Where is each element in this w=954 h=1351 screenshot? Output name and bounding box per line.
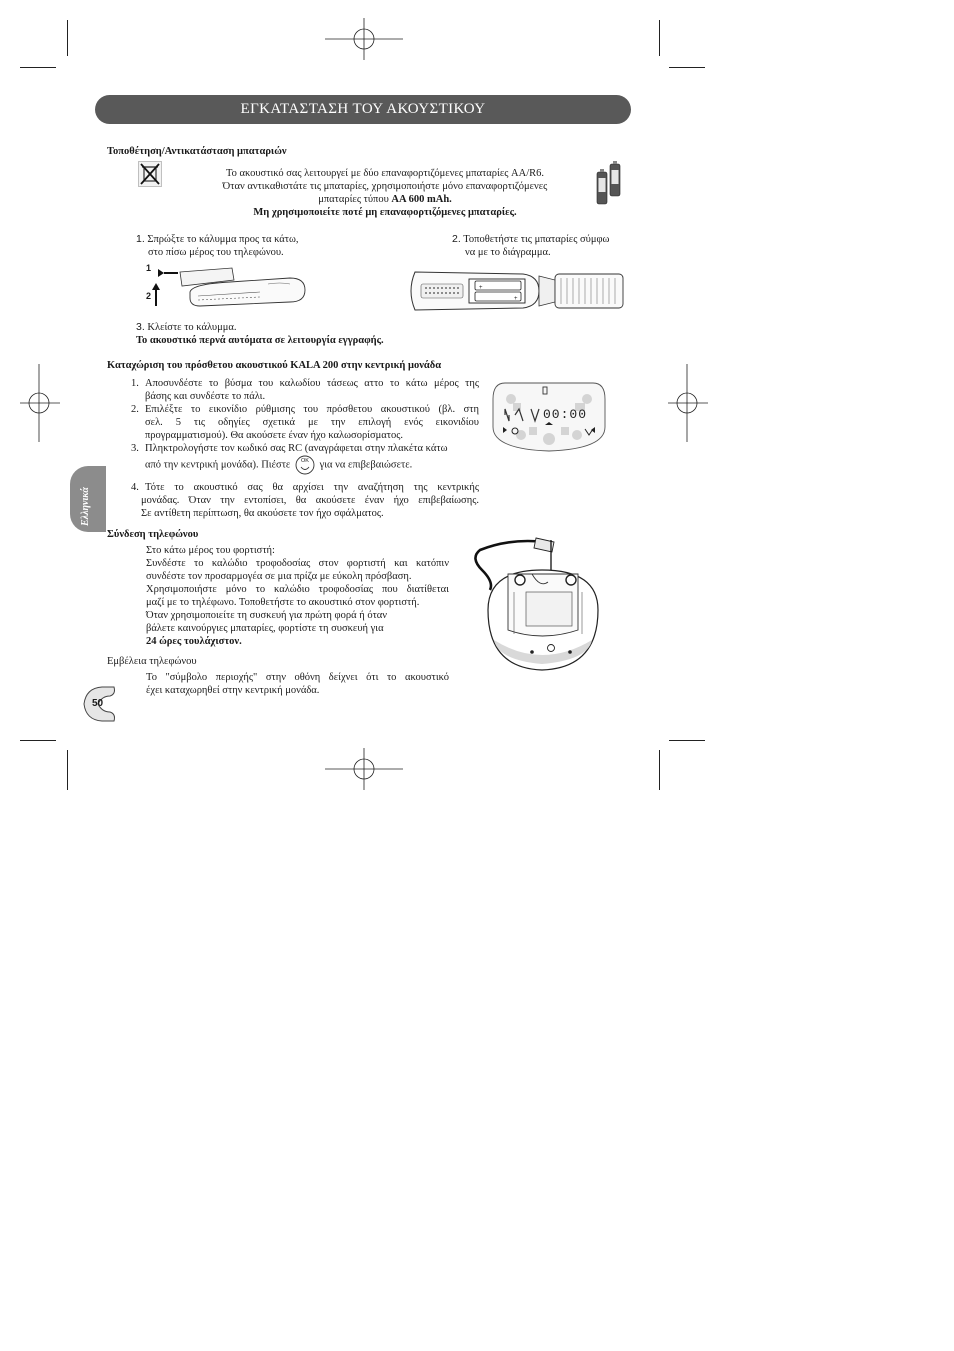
crop-mark: [669, 67, 705, 68]
battery-section-heading: Τοποθέτηση/Αντικατάσταση μπαταριών: [107, 146, 287, 157]
battery-intro-line-3: μπαταρίες τύπου: [318, 194, 389, 205]
arrow-label-2: 2: [146, 291, 152, 301]
registration-step-line: από την κεντρική μονάδα). Πιέστε: [145, 459, 291, 471]
battery-step-2-line: Τοποθετήστε τις μπαταρίες σύμφω: [463, 234, 610, 245]
battery-warning: Μη χρησιμοποιείτε ποτέ μη επαναφορτιζόμενες μπαταρίες.: [253, 207, 517, 218]
handset-batteries-illustration: [405, 266, 629, 316]
registration-step-2: [131, 403, 479, 442]
crop-mark: [659, 750, 660, 790]
registration-mark-icon: [325, 748, 403, 790]
no-bin-disposal-icon: [138, 161, 162, 187]
connection-line: Συνδέστε το καλώδιο τροφοδοσίας στον φορτιστή και κατόπιν: [146, 558, 449, 569]
connection-text: [146, 544, 449, 648]
range-line: έχει καταχωρηθεί στην κεντρική μονάδα.: [146, 685, 320, 696]
registration-step-line: Επιλέξτε το εικονίδιο ρύθμισης του πρόσθετου ακουστικού (βλ. στη: [145, 404, 479, 415]
language-side-tab: [70, 466, 106, 532]
ok-key-icon: [295, 455, 315, 475]
page-title: [95, 95, 631, 124]
ok-key-label: OK: [300, 458, 309, 464]
battery-step-1: [136, 233, 299, 259]
battery-step-1-line: Σπρώξτε το κάλυμμα προς τα κάτω,: [147, 234, 299, 245]
crop-mark: [20, 740, 56, 741]
registration-step-line: Τότε το ακουστικό σας θα αρχίσει την αναζήτηση της κεντρικής: [145, 482, 479, 493]
range-line: Το "σύμβολο περιοχής" στην οθόνη δείχνει ότι το ακουστικό: [146, 672, 449, 683]
step-number: 2.: [131, 404, 139, 415]
connection-line: Όταν χρησιμοποιείτε τη συσκευή για πρώτη φορά ή όταν: [146, 610, 388, 621]
crop-mark: [20, 67, 56, 68]
battery-step-2-line: να με το διάγραμμα.: [465, 247, 551, 258]
registration-step-line: Πληκτρολογήστε τον κωδικό σας RC (αναγράφεται στην πλακέτα κάτω: [145, 443, 448, 454]
connection-section-heading: Σύνδεση τηλεφώνου: [107, 529, 199, 540]
registration-step-1: [131, 377, 479, 403]
battery-step-1-line: στο πίσω μέρος του τηλεφώνου.: [148, 247, 284, 258]
crop-mark: [67, 750, 68, 790]
step-number: 3.: [136, 321, 145, 333]
connection-line: βάλετε καινούργιες μπαταρίες, φορτίστε τη συσκευή για: [146, 623, 384, 634]
registration-step-4: [131, 481, 479, 520]
page-number: 50: [92, 698, 104, 709]
svg-text:+: +: [479, 285, 483, 291]
step-number: 4.: [131, 482, 139, 493]
registration-step-line: για να επιβεβαιώσετε.: [319, 459, 413, 471]
battery-spec: AA 600 mAh.: [391, 194, 452, 205]
battery-step-3-note: Το ακουστικό περνά αυτόματα σε λειτουργία εγγραφής.: [136, 335, 384, 346]
batteries-icon: [594, 160, 624, 206]
registration-mark-icon: [668, 364, 708, 442]
svg-text:+: +: [514, 296, 518, 302]
registration-step-3: [131, 442, 479, 475]
connection-line: μαζί με το τηλέφωνο. Τοποθετήστε το ακουστικό στον φορτιστή.: [146, 597, 420, 608]
registration-mark-icon: [325, 18, 403, 60]
battery-step-2: [452, 233, 609, 259]
display-digits: 00:00: [542, 407, 588, 422]
language-side-tab-label: Ελληνικά: [80, 487, 91, 526]
registration-step-line: Αποσυνδέστε το βύσμα του καλωδίου τάσεως αττο το κάτω μέρος της: [145, 378, 479, 389]
range-section-heading: Εμβέλεια τηλεφώνου: [107, 656, 197, 667]
connection-line: Στο κάτω μέρος του φορτιστή:: [146, 545, 275, 556]
arrow-label-1: 1: [146, 263, 152, 273]
battery-step-3: [136, 321, 384, 347]
battery-intro: [185, 167, 585, 219]
crop-mark: [67, 20, 68, 56]
registration-step-line: σελ. 5 τις οδηγίες σχετικά με την επιλογή ενός εικονιδίου: [145, 417, 479, 428]
charger-illustration: [470, 530, 616, 674]
registration-step-line: μονάδας. Όταν την εντοπίσει, θα ακούσετε έναν ήχο επιβεβαίωσης.: [141, 495, 479, 506]
registration-step-line: Σε αντίθετη περίπτωση, θα ακούσετε τον ήχο σφάλματος.: [141, 508, 384, 519]
registration-section-heading: Καταχώριση του πρόσθετου ακουστικού KALA 200 στην κεντρική μονάδα: [107, 360, 442, 371]
registration-step-line: βάσης και συνδέστε το πάλι.: [145, 391, 266, 402]
connection-line: Χρησιμοποιήστε μόνο το καλώδιο τροφοδοσίας που διατίθεται: [146, 584, 449, 595]
registration-step-line: προγραμματισμού). Θα ακούσετε έναν ήχο καλωσορίσματος.: [145, 430, 404, 441]
connection-line: συνδέστε τον προσαρμογέα σε μια πρίζα με εύκολη πρόσβαση.: [146, 571, 412, 582]
step-number: 1.: [136, 233, 145, 245]
battery-intro-line: Το ακουστικό σας λειτουργεί με δύο επαναφορτιζόμενες μπαταρίες AA/R6.: [225, 168, 545, 179]
handset-display-illustration: [491, 377, 607, 453]
step-number: 1.: [131, 378, 139, 389]
handset-back-cover-illustration: [140, 262, 315, 312]
crop-mark: [659, 20, 660, 56]
page-title-text: ΕΓΚΑΤΑΣΤΑΣΗ ΤΟΥ ΑΚΟΥΣΤΙΚΟΥ: [240, 101, 486, 117]
registration-mark-icon: [20, 364, 60, 442]
step-number: 3.: [131, 443, 139, 454]
connection-bold-line: 24 ώρες τουλάχιστον.: [146, 636, 242, 647]
battery-intro-line: Όταν αντικαθιστάτε τις μπαταρίες, χρησιμοποιήστε μόνο επαναφορτιζόμενες: [222, 181, 548, 192]
step-number: 2.: [452, 233, 461, 245]
crop-mark: [669, 740, 705, 741]
battery-step-3-text: Κλείστε το κάλυμμα.: [147, 322, 237, 333]
battery-intro-line: [185, 193, 585, 206]
range-text: [146, 671, 449, 697]
